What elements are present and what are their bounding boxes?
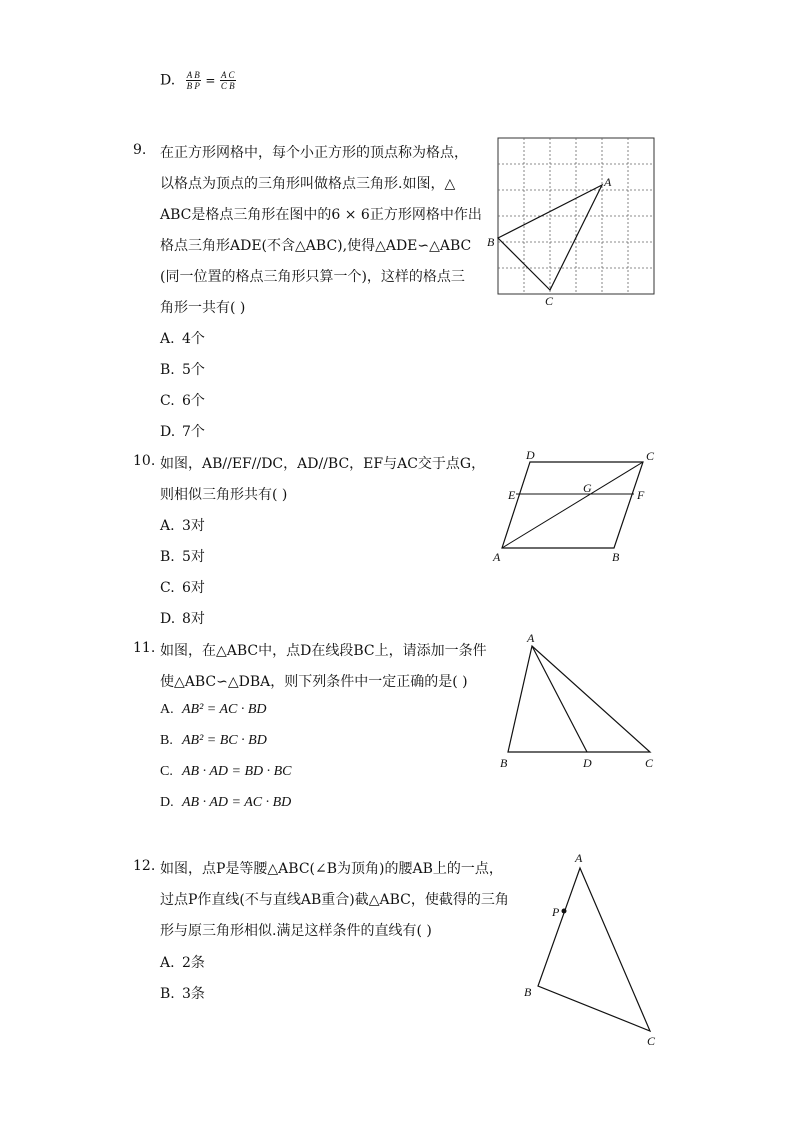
label-g: G (583, 481, 592, 495)
equals-sign: = (205, 73, 216, 88)
label-a: A (493, 550, 501, 564)
question-text-line: 则相似三角形共有( ) (160, 487, 288, 503)
question-text-line: 使△ABC∽△DBA，则下列条件中一定正确的是( ) (160, 674, 468, 690)
option-d[interactable]: D. 7个 (160, 424, 205, 440)
fraction-right: $\frac{\text{A C}}{\text{C B}}$ (220, 70, 235, 91)
grid-figure (488, 130, 688, 310)
segment-ad (532, 646, 587, 752)
question-text-line: 形与原三角形相似.满足这样条件的直线有( ) (160, 923, 432, 939)
label-c: C (645, 756, 654, 770)
label-c: C (647, 1034, 656, 1048)
option-b[interactable]: B. 5个 (160, 362, 205, 378)
segment-ac (502, 462, 643, 548)
label-b: B (612, 550, 620, 564)
option-b[interactable]: B. 3条 (160, 986, 205, 1002)
question-number: 10. (133, 453, 156, 469)
question-text-line: 如图，在△ABC中，点D在线段BC上，请添加一条件 (160, 643, 487, 659)
label-d: D (526, 448, 535, 462)
option-d[interactable]: D. 8对 (160, 611, 205, 627)
option-c[interactable]: C. AB · AD = BD · BC (160, 764, 292, 779)
question-text-line: 角形一共有( ) (160, 300, 246, 316)
prev-option-d (160, 70, 236, 91)
question-text-line: (同一位置的格点三角形只算一个)，这样的格点三 (160, 269, 465, 285)
label-d: D (583, 756, 592, 770)
label-c: C (646, 449, 655, 463)
label-b: B (500, 756, 508, 770)
label-b: B (487, 235, 495, 249)
label-a: A (575, 851, 583, 865)
option-c[interactable]: C. 6对 (160, 580, 205, 596)
label-p: P (552, 905, 560, 919)
question-text-line: 在正方形网格中，每个小正方形的顶点称为格点， (160, 145, 468, 161)
parallelogram-figure (490, 446, 670, 566)
grid-lines (498, 138, 654, 294)
option-c[interactable]: C. 6个 (160, 393, 205, 409)
fraction-left: $\frac{\text{A B}}{\text{B P}}$ (186, 70, 200, 91)
question-text-line: 以格点为顶点的三角形叫做格点三角形.如图，△ (160, 176, 456, 192)
question-number: 11. (133, 640, 156, 656)
triangle-abc (538, 868, 650, 1031)
label-c: C (545, 294, 554, 308)
triangle-figure (494, 628, 674, 778)
question-text-line: ABC是格点三角形在图中的6 × 6正方形网格中作出 (160, 207, 482, 223)
option-b[interactable]: B. 5对 (160, 549, 205, 565)
label-e: E (508, 488, 516, 502)
question-number: 12. (133, 858, 156, 874)
label-b: B (524, 985, 532, 999)
option-d[interactable]: D. AB · AD = AC · BD (160, 795, 292, 810)
label-f: F (637, 488, 645, 502)
question-text-line: 如图，点P是等腰△ABC(∠B为顶角)的腰AB上的一点， (160, 861, 503, 877)
option-a[interactable]: A. AB² = AC · BD (160, 702, 267, 717)
question-text-line: 过点P作直线(不与直线AB重合)截△ABC，使截得的三角 (160, 892, 509, 908)
label-a: A (527, 631, 535, 645)
option-a[interactable]: A. 4个 (160, 331, 205, 347)
option-b[interactable]: B. AB² = BC · BD (160, 733, 267, 748)
option-a[interactable]: A. 3对 (160, 518, 205, 534)
option-a[interactable]: A. 2条 (160, 955, 205, 971)
point-p (562, 909, 567, 914)
isosceles-triangle-figure (516, 848, 676, 1058)
question-text-line: 如图，AB//EF//DC，AD//BC，EF与AC交于点G， (160, 456, 486, 472)
option-label: D. (160, 72, 176, 89)
label-a: A (604, 175, 612, 189)
question-text-line: 格点三角形ADE(不含△ABC),使得△ADE∽△ABC (160, 238, 472, 254)
question-number: 9. (133, 142, 147, 158)
